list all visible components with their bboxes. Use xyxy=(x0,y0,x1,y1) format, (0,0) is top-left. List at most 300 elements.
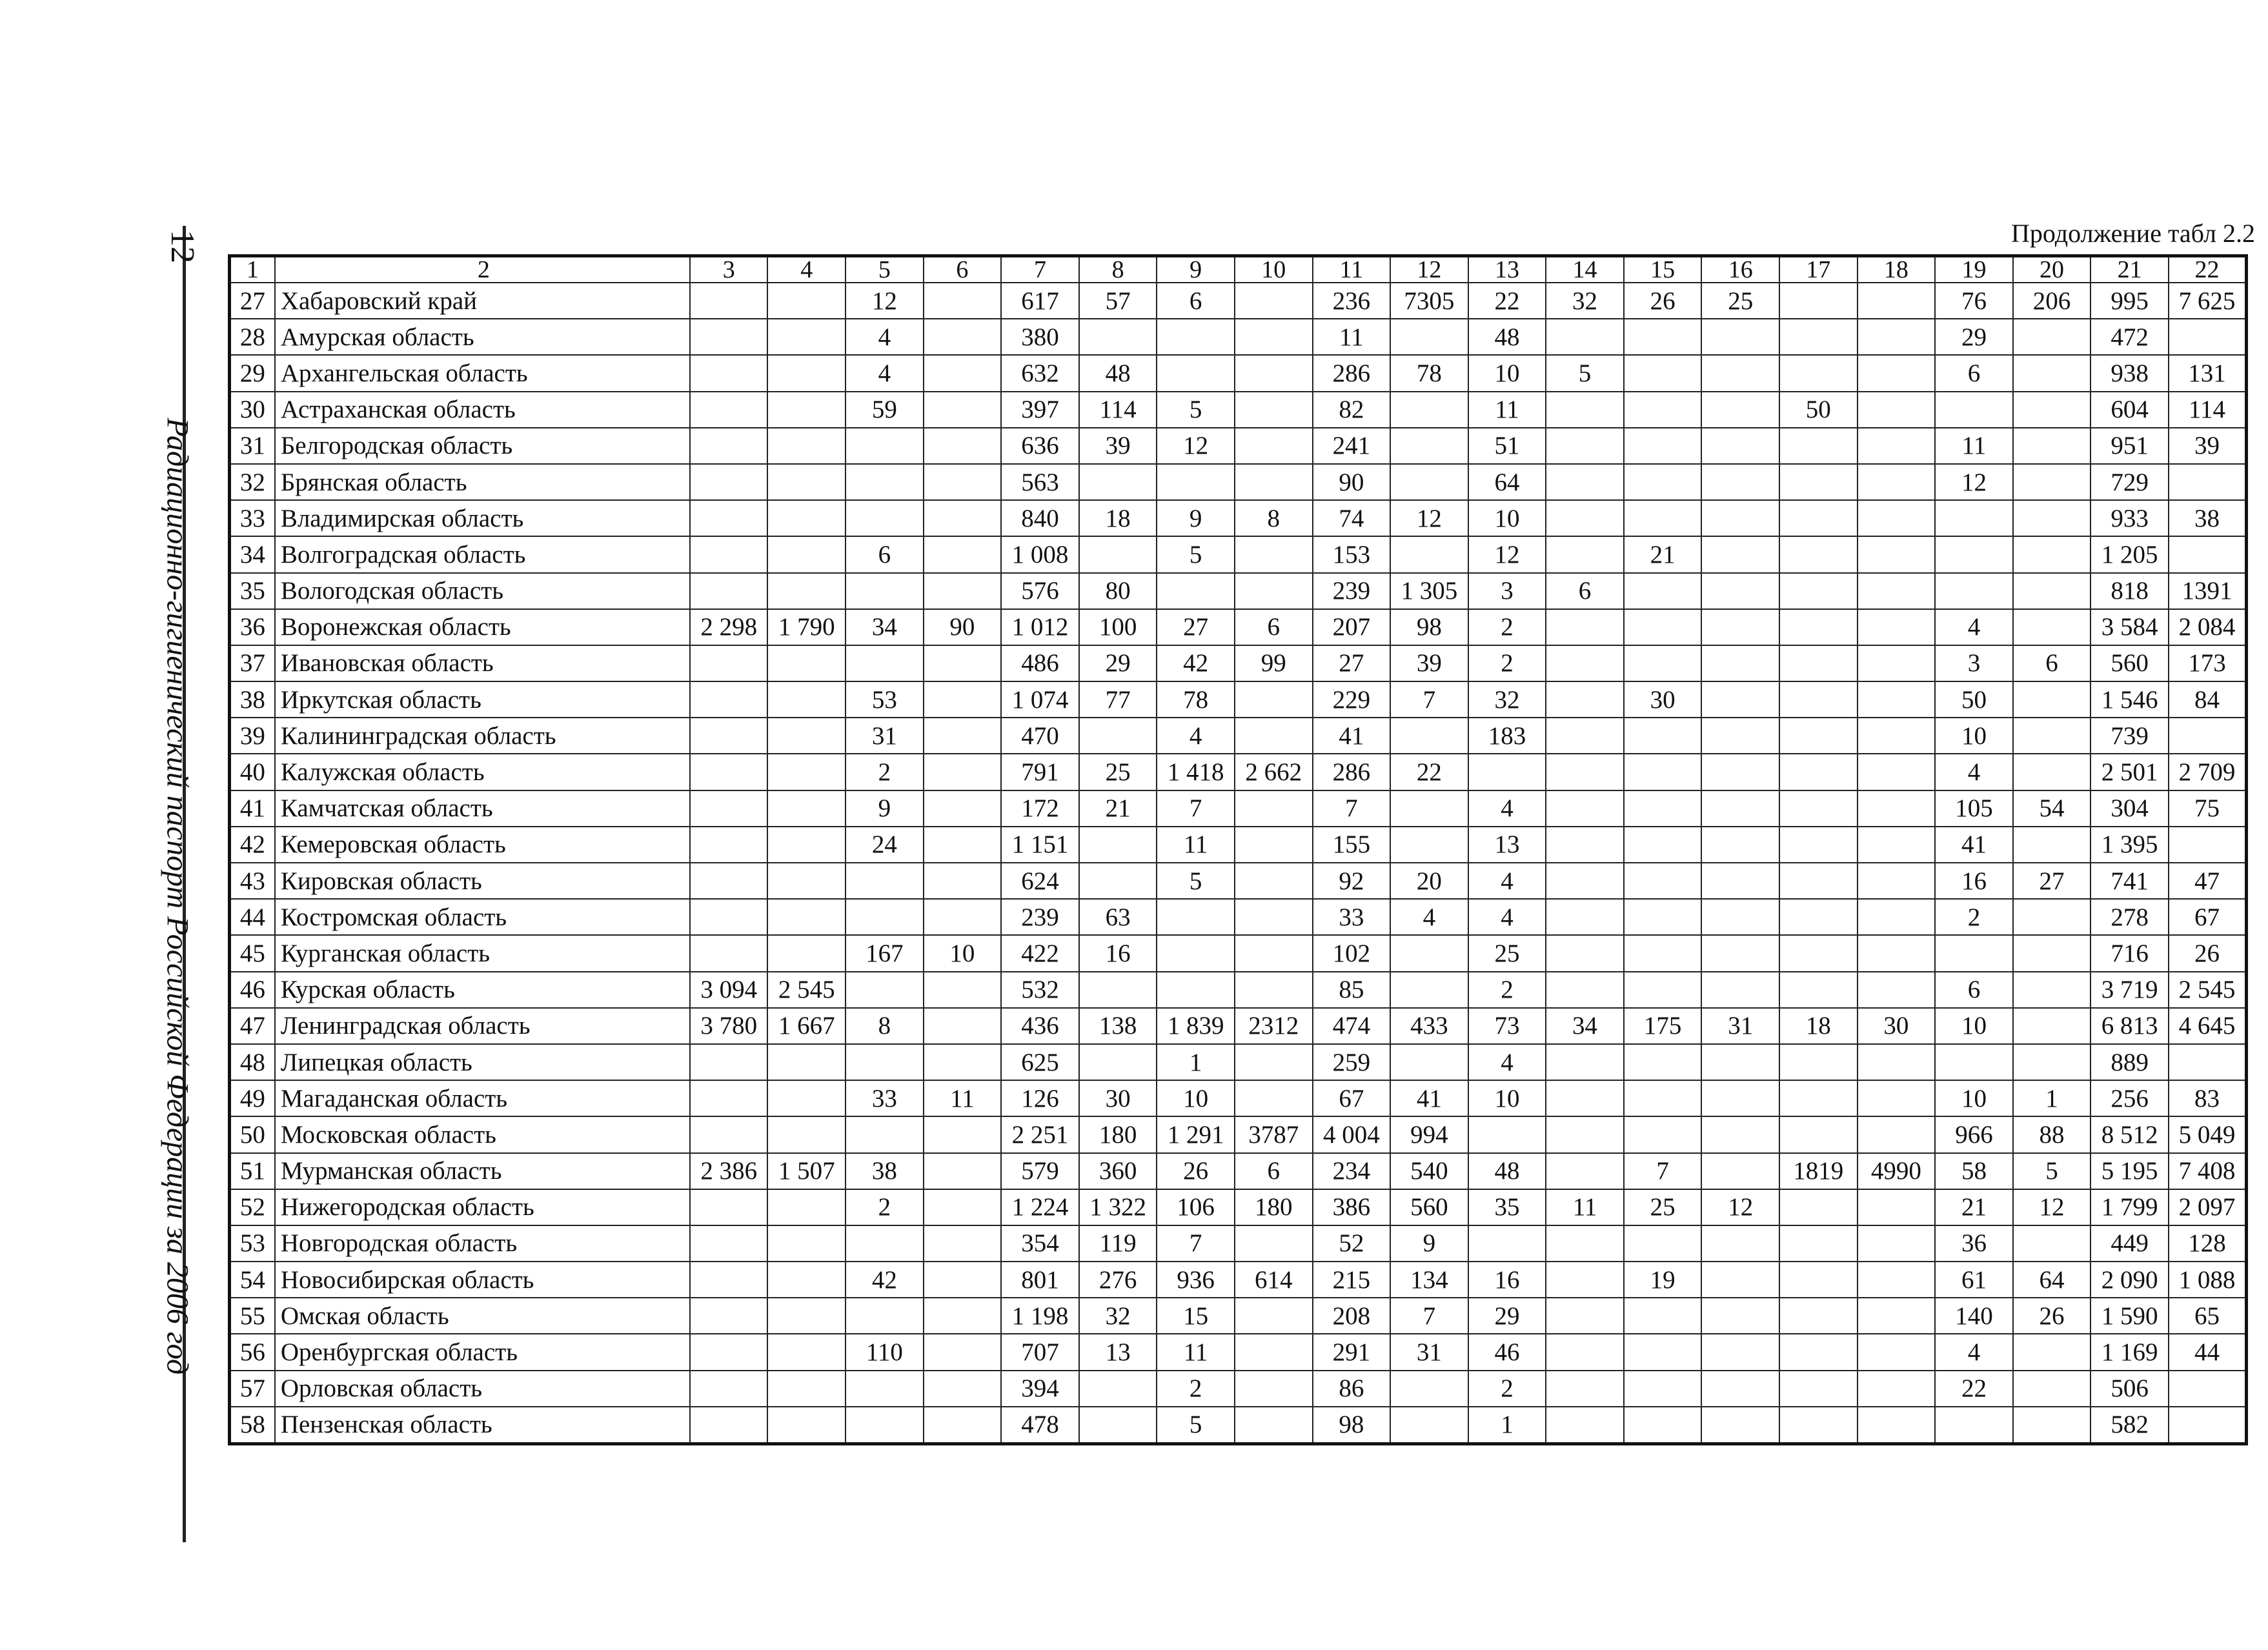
value-cell xyxy=(1546,1225,1624,1262)
value-cell xyxy=(2169,1407,2247,1444)
value-cell xyxy=(767,1189,845,1225)
value-cell xyxy=(924,428,1002,464)
value-cell: 2312 xyxy=(1235,1008,1313,1044)
value-cell: 386 xyxy=(1313,1189,1391,1225)
value-cell xyxy=(1468,754,1546,790)
value-cell xyxy=(1546,464,1624,500)
value-cell xyxy=(1157,464,1235,500)
value-cell xyxy=(690,1225,768,1262)
value-cell: 625 xyxy=(1001,1044,1079,1080)
value-cell xyxy=(767,645,845,681)
value-cell xyxy=(2013,355,2091,391)
value-cell xyxy=(1858,609,1936,645)
value-cell: 22 xyxy=(1390,754,1468,790)
value-cell: 239 xyxy=(1313,573,1391,609)
value-cell: 4990 xyxy=(1858,1153,1936,1189)
value-cell: 4 xyxy=(1468,790,1546,827)
value-cell: 10 xyxy=(1935,1008,2013,1044)
value-cell xyxy=(1079,827,1157,863)
value-cell: 86 xyxy=(1313,1371,1391,1407)
value-cell: 39 xyxy=(1390,645,1468,681)
value-cell xyxy=(1624,1116,1702,1152)
value-cell xyxy=(1624,1407,1702,1444)
row-number-cell: 43 xyxy=(230,863,275,899)
value-cell: 1 074 xyxy=(1001,681,1079,718)
value-cell: 1 590 xyxy=(2091,1298,2169,1334)
value-cell xyxy=(1546,1080,1624,1116)
value-cell xyxy=(1701,899,1779,935)
region-name-cell: Омская область xyxy=(275,1298,690,1334)
value-cell xyxy=(2013,718,2091,754)
table-row xyxy=(230,283,2247,319)
value-cell xyxy=(690,863,768,899)
value-cell xyxy=(2013,899,2091,935)
value-cell xyxy=(1390,1044,1468,1080)
value-cell xyxy=(924,319,1002,355)
value-cell xyxy=(767,1334,845,1370)
value-cell xyxy=(1624,754,1702,790)
value-cell: 27 xyxy=(1313,645,1391,681)
value-cell xyxy=(767,863,845,899)
value-cell xyxy=(690,392,768,428)
value-cell xyxy=(1858,681,1936,718)
value-cell xyxy=(690,1371,768,1407)
value-cell xyxy=(690,718,768,754)
value-cell xyxy=(1701,1225,1779,1262)
value-cell: 48 xyxy=(1468,1153,1546,1189)
value-cell: 10 xyxy=(924,935,1002,971)
value-cell: 579 xyxy=(1001,1153,1079,1189)
value-cell xyxy=(1157,355,1235,391)
value-cell xyxy=(1546,718,1624,754)
value-cell xyxy=(845,573,924,609)
value-cell xyxy=(924,500,1002,536)
value-cell: 540 xyxy=(1390,1153,1468,1189)
value-cell: 16 xyxy=(1079,935,1157,971)
value-cell xyxy=(1858,428,1936,464)
value-cell: 7 xyxy=(1390,681,1468,718)
value-cell: 10 xyxy=(1468,1080,1546,1116)
value-cell xyxy=(1235,899,1313,935)
value-cell xyxy=(1858,899,1936,935)
value-cell xyxy=(1779,536,1858,572)
value-cell xyxy=(1546,1334,1624,1370)
value-cell xyxy=(2013,573,2091,609)
value-cell xyxy=(1858,718,1936,754)
value-cell: 53 xyxy=(845,681,924,718)
value-cell: 4 xyxy=(1468,863,1546,899)
region-name-cell: Вологодская область xyxy=(275,573,690,609)
value-cell xyxy=(845,1225,924,1262)
value-cell: 78 xyxy=(1390,355,1468,391)
value-cell xyxy=(1779,1407,1858,1444)
value-cell xyxy=(924,573,1002,609)
value-cell: 4 xyxy=(1157,718,1235,754)
value-cell xyxy=(1779,1262,1858,1298)
value-cell: 5 xyxy=(1157,392,1235,428)
value-cell: 11 xyxy=(1468,392,1546,428)
value-cell: 1 xyxy=(2013,1080,2091,1116)
value-cell: 291 xyxy=(1313,1334,1391,1370)
value-cell: 2 501 xyxy=(2091,754,2169,790)
row-number-cell: 42 xyxy=(230,827,275,863)
value-cell xyxy=(1779,827,1858,863)
row-number-cell: 33 xyxy=(230,500,275,536)
value-cell: 36 xyxy=(1935,1225,2013,1262)
value-cell: 26 xyxy=(1624,283,1702,319)
region-name-cell: Камчатская область xyxy=(275,790,690,827)
value-cell xyxy=(1546,935,1624,971)
value-cell: 10 xyxy=(1468,500,1546,536)
value-cell: 936 xyxy=(1157,1262,1235,1298)
table-row xyxy=(230,718,2247,754)
value-cell xyxy=(845,863,924,899)
value-cell xyxy=(924,1044,1002,1080)
value-cell: 624 xyxy=(1001,863,1079,899)
value-cell xyxy=(1079,863,1157,899)
value-cell xyxy=(1546,1262,1624,1298)
value-cell: 12 xyxy=(845,283,924,319)
value-cell: 12 xyxy=(1157,428,1235,464)
value-cell xyxy=(845,500,924,536)
value-cell xyxy=(690,681,768,718)
value-cell xyxy=(2169,464,2247,500)
table-row xyxy=(230,1262,2247,1298)
value-cell: 1 546 xyxy=(2091,681,2169,718)
value-cell: 52 xyxy=(1313,1225,1391,1262)
value-cell: 2 xyxy=(1468,972,1546,1008)
column-header: 20 xyxy=(2013,256,2091,283)
row-number-cell: 31 xyxy=(230,428,275,464)
value-cell xyxy=(1546,1153,1624,1189)
value-cell: 27 xyxy=(1157,609,1235,645)
value-cell xyxy=(690,283,768,319)
column-header: 10 xyxy=(1235,256,1313,283)
value-cell: 433 xyxy=(1390,1008,1468,1044)
value-cell: 422 xyxy=(1001,935,1079,971)
value-cell xyxy=(1779,1225,1858,1262)
value-cell xyxy=(1079,718,1157,754)
value-cell: 276 xyxy=(1079,1262,1157,1298)
value-cell xyxy=(1701,1116,1779,1152)
value-cell: 78 xyxy=(1157,681,1235,718)
value-cell: 206 xyxy=(2013,283,2091,319)
region-name-cell: Амурская область xyxy=(275,319,690,355)
region-name-cell: Новосибирская область xyxy=(275,1262,690,1298)
value-cell xyxy=(2013,464,2091,500)
value-cell: 4 xyxy=(845,319,924,355)
table-row xyxy=(230,392,2247,428)
value-cell: 77 xyxy=(1079,681,1157,718)
value-cell xyxy=(1157,899,1235,935)
value-cell: 167 xyxy=(845,935,924,971)
row-number-cell: 29 xyxy=(230,355,275,391)
value-cell: 818 xyxy=(2091,573,2169,609)
row-number-cell: 49 xyxy=(230,1080,275,1116)
value-cell xyxy=(767,1262,845,1298)
value-cell: 67 xyxy=(2169,899,2247,935)
row-number-cell: 38 xyxy=(230,681,275,718)
value-cell: 12 xyxy=(1935,464,2013,500)
value-cell xyxy=(767,428,845,464)
table-row xyxy=(230,500,2247,536)
value-cell: 933 xyxy=(2091,500,2169,536)
value-cell: 208 xyxy=(1313,1298,1391,1334)
value-cell xyxy=(767,355,845,391)
value-cell xyxy=(1546,972,1624,1008)
row-number-cell: 48 xyxy=(230,1044,275,1080)
value-cell: 11 xyxy=(1935,428,2013,464)
region-name-cell: Московская область xyxy=(275,1116,690,1152)
value-cell xyxy=(1701,754,1779,790)
value-cell xyxy=(690,1334,768,1370)
value-cell: 4 xyxy=(845,355,924,391)
column-header: 11 xyxy=(1313,256,1391,283)
value-cell: 7 408 xyxy=(2169,1153,2247,1189)
value-cell: 239 xyxy=(1001,899,1079,935)
value-cell xyxy=(1079,1044,1157,1080)
value-cell xyxy=(2013,1225,2091,1262)
value-cell xyxy=(1858,827,1936,863)
table-caption: Продолжение табл 2.2 xyxy=(2011,219,2255,248)
value-cell xyxy=(1701,1334,1779,1370)
value-cell: 110 xyxy=(845,1334,924,1370)
value-cell xyxy=(1701,1080,1779,1116)
value-cell xyxy=(1701,681,1779,718)
value-cell: 278 xyxy=(2091,899,2169,935)
value-cell xyxy=(1624,319,1702,355)
value-cell xyxy=(1701,464,1779,500)
value-cell xyxy=(1935,500,2013,536)
value-cell: 46 xyxy=(1468,1334,1546,1370)
value-cell xyxy=(1468,1116,1546,1152)
value-cell xyxy=(767,1225,845,1262)
value-cell: 13 xyxy=(1079,1334,1157,1370)
value-cell: 73 xyxy=(1468,1008,1546,1044)
table-row xyxy=(230,863,2247,899)
value-cell: 951 xyxy=(2091,428,2169,464)
value-cell: 436 xyxy=(1001,1008,1079,1044)
value-cell: 229 xyxy=(1313,681,1391,718)
value-cell: 12 xyxy=(1468,536,1546,572)
value-cell xyxy=(1624,355,1702,391)
region-name-cell: Хабаровский край xyxy=(275,283,690,319)
value-cell xyxy=(2169,536,2247,572)
row-number-cell: 50 xyxy=(230,1116,275,1152)
table-row xyxy=(230,1189,2247,1225)
table-row xyxy=(230,573,2247,609)
value-cell: 21 xyxy=(1079,790,1157,827)
value-cell: 2 386 xyxy=(690,1153,768,1189)
value-cell xyxy=(1390,1407,1468,1444)
value-cell xyxy=(1701,1044,1779,1080)
value-cell: 397 xyxy=(1001,392,1079,428)
value-cell: 354 xyxy=(1001,1225,1079,1262)
value-cell: 6 xyxy=(1935,355,2013,391)
table-row xyxy=(230,972,2247,1008)
value-cell xyxy=(1624,428,1702,464)
value-cell xyxy=(1858,863,1936,899)
value-cell xyxy=(690,428,768,464)
value-cell: 1 224 xyxy=(1001,1189,1079,1225)
column-header: 16 xyxy=(1701,256,1779,283)
region-name-cell: Орловская область xyxy=(275,1371,690,1407)
value-cell xyxy=(1858,355,1936,391)
value-cell xyxy=(924,1262,1002,1298)
value-cell: 3787 xyxy=(1235,1116,1313,1152)
value-cell: 7 xyxy=(1313,790,1391,827)
value-cell xyxy=(924,645,1002,681)
value-cell: 18 xyxy=(1779,1008,1858,1044)
value-cell: 34 xyxy=(1546,1008,1624,1044)
value-cell xyxy=(1701,1153,1779,1189)
row-number-cell: 28 xyxy=(230,319,275,355)
value-cell xyxy=(1235,1407,1313,1444)
value-cell xyxy=(845,428,924,464)
column-header: 14 xyxy=(1546,256,1624,283)
value-cell: 65 xyxy=(2169,1298,2247,1334)
column-header: 6 xyxy=(924,256,1002,283)
value-cell xyxy=(1079,1407,1157,1444)
value-cell: 207 xyxy=(1313,609,1391,645)
value-cell: 889 xyxy=(2091,1044,2169,1080)
table-row xyxy=(230,645,2247,681)
value-cell xyxy=(690,319,768,355)
value-cell: 256 xyxy=(2091,1080,2169,1116)
value-cell xyxy=(767,536,845,572)
value-cell: 449 xyxy=(2091,1225,2169,1262)
value-cell xyxy=(690,355,768,391)
value-cell: 11 xyxy=(1157,827,1235,863)
table-row xyxy=(230,1225,2247,1262)
value-cell xyxy=(2013,935,2091,971)
value-cell: 16 xyxy=(1468,1262,1546,1298)
value-cell xyxy=(1701,355,1779,391)
value-cell: 840 xyxy=(1001,500,1079,536)
value-cell: 4 645 xyxy=(2169,1008,2247,1044)
region-name-cell: Нижегородская область xyxy=(275,1189,690,1225)
column-header: 12 xyxy=(1390,256,1468,283)
value-cell: 25 xyxy=(1701,283,1779,319)
value-cell: 2 090 xyxy=(2091,1262,2169,1298)
value-cell: 85 xyxy=(1313,972,1391,1008)
value-cell xyxy=(767,392,845,428)
value-cell: 153 xyxy=(1313,536,1391,572)
value-cell: 2 xyxy=(845,1189,924,1225)
value-cell xyxy=(1079,1371,1157,1407)
value-cell xyxy=(1546,863,1624,899)
value-cell xyxy=(1701,500,1779,536)
value-cell xyxy=(1701,1298,1779,1334)
region-name-cell: Магаданская область xyxy=(275,1080,690,1116)
value-cell xyxy=(1858,500,1936,536)
value-cell: 84 xyxy=(2169,681,2247,718)
value-cell xyxy=(845,1044,924,1080)
value-cell: 58 xyxy=(1935,1153,2013,1189)
value-cell xyxy=(1779,464,1858,500)
page-number: 12 xyxy=(164,230,201,263)
value-cell xyxy=(690,935,768,971)
value-cell: 582 xyxy=(2091,1407,2169,1444)
value-cell: 114 xyxy=(2169,392,2247,428)
value-cell xyxy=(767,319,845,355)
value-cell: 33 xyxy=(845,1080,924,1116)
table-row xyxy=(230,319,2247,355)
value-cell xyxy=(1546,681,1624,718)
value-cell xyxy=(1858,1371,1936,1407)
value-cell xyxy=(1235,681,1313,718)
value-cell: 1 xyxy=(1468,1407,1546,1444)
value-cell xyxy=(1701,935,1779,971)
region-name-cell: Волгоградская область xyxy=(275,536,690,572)
value-cell xyxy=(2013,319,2091,355)
value-cell xyxy=(1235,1371,1313,1407)
value-cell xyxy=(1390,536,1468,572)
table-row xyxy=(230,1080,2247,1116)
value-cell xyxy=(924,1298,1002,1334)
value-cell: 8 xyxy=(1235,500,1313,536)
value-cell: 2 545 xyxy=(2169,972,2247,1008)
value-cell xyxy=(924,681,1002,718)
value-cell: 83 xyxy=(2169,1080,2247,1116)
value-cell: 9 xyxy=(845,790,924,827)
value-cell xyxy=(1546,899,1624,935)
value-cell: 617 xyxy=(1001,283,1079,319)
region-name-cell: Брянская область xyxy=(275,464,690,500)
value-cell xyxy=(1935,1044,2013,1080)
value-cell xyxy=(924,1407,1002,1444)
value-cell xyxy=(1235,319,1313,355)
value-cell: 175 xyxy=(1624,1008,1702,1044)
value-cell xyxy=(1235,464,1313,500)
row-number-cell: 40 xyxy=(230,754,275,790)
value-cell xyxy=(2013,536,2091,572)
region-name-cell: Курская область xyxy=(275,972,690,1008)
value-cell xyxy=(1858,1334,1936,1370)
value-cell: 138 xyxy=(1079,1008,1157,1044)
table-row xyxy=(230,1153,2247,1189)
value-cell xyxy=(1157,972,1235,1008)
value-cell xyxy=(2013,754,2091,790)
value-cell: 1 395 xyxy=(2091,827,2169,863)
value-cell: 18 xyxy=(1079,500,1157,536)
value-cell xyxy=(767,718,845,754)
value-cell: 31 xyxy=(845,718,924,754)
value-cell: 88 xyxy=(2013,1116,2091,1152)
value-cell: 532 xyxy=(1001,972,1079,1008)
value-cell xyxy=(690,645,768,681)
table-row xyxy=(230,1298,2247,1334)
value-cell xyxy=(1624,500,1702,536)
value-cell xyxy=(1858,1225,1936,1262)
value-cell: 99 xyxy=(1235,645,1313,681)
value-cell: 791 xyxy=(1001,754,1079,790)
value-cell xyxy=(2013,972,2091,1008)
value-cell xyxy=(1779,1044,1858,1080)
row-number-cell: 55 xyxy=(230,1298,275,1334)
row-number-cell: 41 xyxy=(230,790,275,827)
value-cell xyxy=(1779,573,1858,609)
value-cell xyxy=(1779,1371,1858,1407)
value-cell xyxy=(845,464,924,500)
value-cell: 11 xyxy=(1546,1189,1624,1225)
value-cell: 12 xyxy=(2013,1189,2091,1225)
value-cell xyxy=(1546,1298,1624,1334)
value-cell: 1 305 xyxy=(1390,573,1468,609)
value-cell: 506 xyxy=(2091,1371,2169,1407)
value-cell: 2 097 xyxy=(2169,1189,2247,1225)
table-row xyxy=(230,1407,2247,1444)
